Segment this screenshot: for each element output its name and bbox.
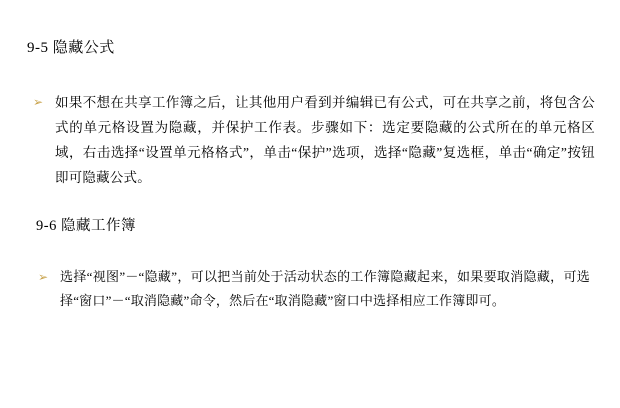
section-heading-hide-workbook: 9-6 隐藏工作簿 <box>36 218 136 234</box>
arrow-bullet-icon: ➢ <box>33 95 44 109</box>
list-item <box>33 90 595 190</box>
bullet-list-hide-workbook <box>38 265 590 313</box>
arrow-bullet-icon: ➢ <box>38 270 49 284</box>
list-item <box>38 265 590 313</box>
list-item-text: 如果不想在共享工作簿之后，让其他用户看到并编辑已有公式，可在共享之前，将包含公式的单元格设置为隐藏，并保护工作表。步骤如下：选定要隐藏的公式所在的单元格区域，右击选择“设置单元格格式”，单击“保护”选项，选择“隐藏”复选框，单击“确定”按钮即可隐藏公式。 <box>55 95 595 185</box>
bullet-list-hide-formulas <box>33 90 595 190</box>
section-heading-hide-formulas: 9-5 隐藏公式 <box>27 40 115 56</box>
list-item-text: 选择“视图”－“隐藏”，可以把当前处于活动状态的工作簿隐藏起来，如果要取消隐藏，可选择“窗口”－“取消隐藏”命令，然后在“取消隐藏”窗口中选择相应工作簿即可。 <box>60 269 590 308</box>
